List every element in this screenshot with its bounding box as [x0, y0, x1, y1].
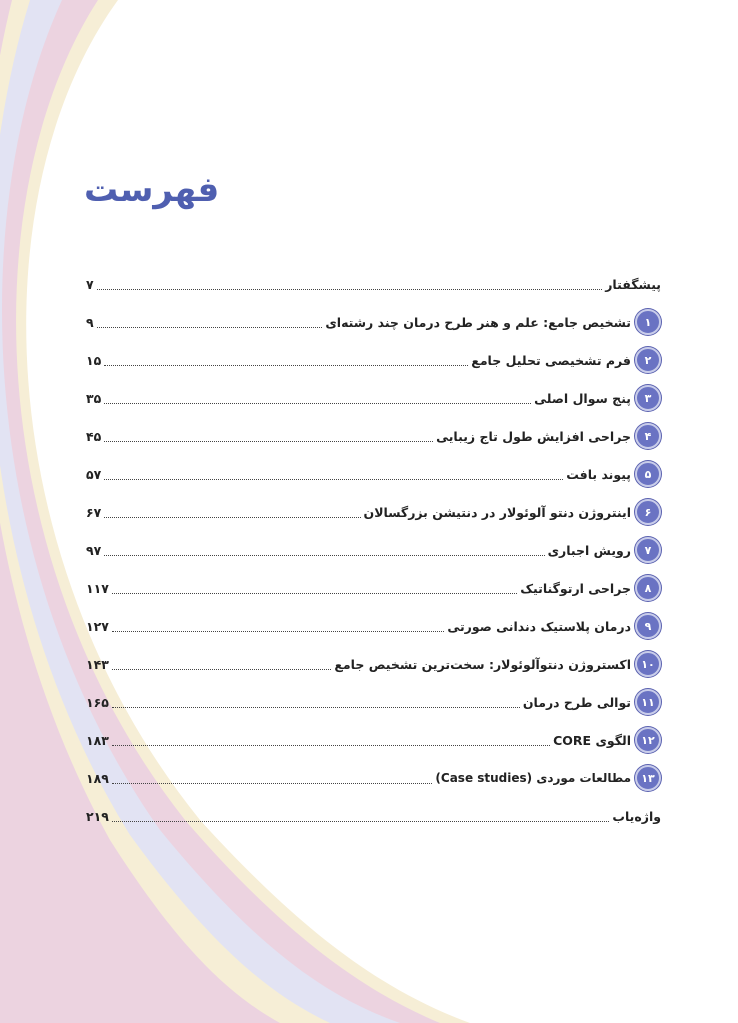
toc-entry-title: پنج سوال اصلی — [534, 390, 631, 406]
chapter-number-badge: ۱۰ — [635, 651, 661, 677]
toc-page-number: ۵۷ — [86, 466, 102, 482]
toc-page-number: ۱۶۵ — [86, 694, 109, 710]
chapter-number-badge: ۱۱ — [635, 689, 661, 715]
dot-leader — [112, 697, 520, 708]
toc-entry[interactable] — [86, 649, 661, 679]
toc-entry-title: پیوند بافت — [566, 466, 631, 482]
dot-leader — [104, 355, 468, 366]
toc-entry-title: جراحی ارتوگناتیک — [520, 580, 631, 596]
dot-leader — [97, 317, 323, 328]
toc-entry-title: جراحی افزایش طول تاج زیبایی — [436, 428, 631, 444]
toc-entry[interactable] — [86, 307, 661, 337]
toc-entry-title: توالی طرح درمان — [522, 694, 631, 710]
toc-entry[interactable] — [86, 573, 661, 603]
toc-entry[interactable] — [86, 801, 661, 831]
toc-entry[interactable] — [86, 763, 661, 793]
dot-leader — [112, 811, 610, 822]
chapter-number-badge: ۴ — [635, 423, 661, 449]
chapter-number-badge: ۱۳ — [635, 765, 661, 791]
toc-page-number: ۱۵ — [86, 352, 102, 368]
toc-page-number: ۳۵ — [86, 390, 102, 406]
toc-page-number: ۹۷ — [86, 542, 102, 558]
toc-entry-title: واژه‌یاب — [612, 808, 661, 824]
toc-page-number: ۱۱۷ — [86, 580, 109, 596]
chapter-number-badge: ۱ — [635, 309, 661, 335]
chapter-number-badge: ۵ — [635, 461, 661, 487]
toc-entry-title: اکستروژن دنتوآلوئولار: سخت‌ترین تشخیص جامع — [334, 656, 631, 672]
toc-entry[interactable] — [86, 535, 661, 565]
dot-leader — [97, 279, 603, 290]
toc-page-number: ۹ — [86, 314, 94, 330]
toc-entry[interactable] — [86, 611, 661, 641]
toc-page-number: ۱۸۹ — [86, 770, 109, 786]
toc-page-number: ۱۲۷ — [86, 618, 109, 634]
chapter-number-badge: ۱۲ — [635, 727, 661, 753]
toc-entry[interactable] — [86, 687, 661, 717]
page-title: فهرست — [84, 170, 220, 210]
table-of-contents — [86, 0, 661, 1023]
dot-leader — [104, 507, 360, 518]
dot-leader — [104, 431, 433, 442]
toc-entry[interactable] — [86, 421, 661, 451]
toc-page-number: ۴۵ — [86, 428, 102, 444]
dot-leader — [112, 583, 517, 594]
chapter-number-badge: ۲ — [635, 347, 661, 373]
toc-page-number: ۶۷ — [86, 504, 102, 520]
toc-entry-title: درمان پلاستیک دندانی صورتی — [447, 618, 631, 634]
toc-entry-title: فرم تشخیصی تحلیل جامع — [471, 352, 631, 368]
toc-entry-title: تشخیص جامع: علم و هنر طرح درمان چند رشته‌ای — [325, 314, 631, 330]
toc-entry[interactable] — [86, 269, 661, 299]
toc-entry-title: پیشگفتار — [605, 276, 661, 292]
dot-leader — [112, 659, 332, 670]
toc-entry-title: مطالعات موردی (Case studies) — [435, 771, 631, 785]
toc-entry[interactable] — [86, 459, 661, 489]
dot-leader — [112, 735, 550, 746]
toc-entry[interactable] — [86, 345, 661, 375]
chapter-number-badge: ۳ — [635, 385, 661, 411]
toc-entry-title: اینتروژن دنتو آلوئولار در دنتیشن بزرگسالان — [363, 504, 631, 520]
toc-entry-title: رویش اجباری — [547, 542, 631, 558]
dot-leader — [112, 621, 444, 632]
toc-entry[interactable] — [86, 383, 661, 413]
chapter-number-badge: ۷ — [635, 537, 661, 563]
toc-page-number: ۷ — [86, 276, 94, 292]
toc-page-number: ۲۱۹ — [86, 808, 109, 824]
chapter-number-badge: ۶ — [635, 499, 661, 525]
dot-leader — [112, 773, 433, 784]
toc-page-number: ۱۴۳ — [86, 656, 109, 672]
toc-entry[interactable] — [86, 497, 661, 527]
toc-entry[interactable] — [86, 725, 661, 755]
chapter-number-badge: ۹ — [635, 613, 661, 639]
dot-leader — [104, 545, 544, 556]
toc-page-number: ۱۸۳ — [86, 732, 109, 748]
dot-leader — [104, 393, 531, 404]
toc-entry-title: الگوی CORE — [553, 732, 631, 748]
chapter-number-badge: ۸ — [635, 575, 661, 601]
dot-leader — [104, 469, 563, 480]
